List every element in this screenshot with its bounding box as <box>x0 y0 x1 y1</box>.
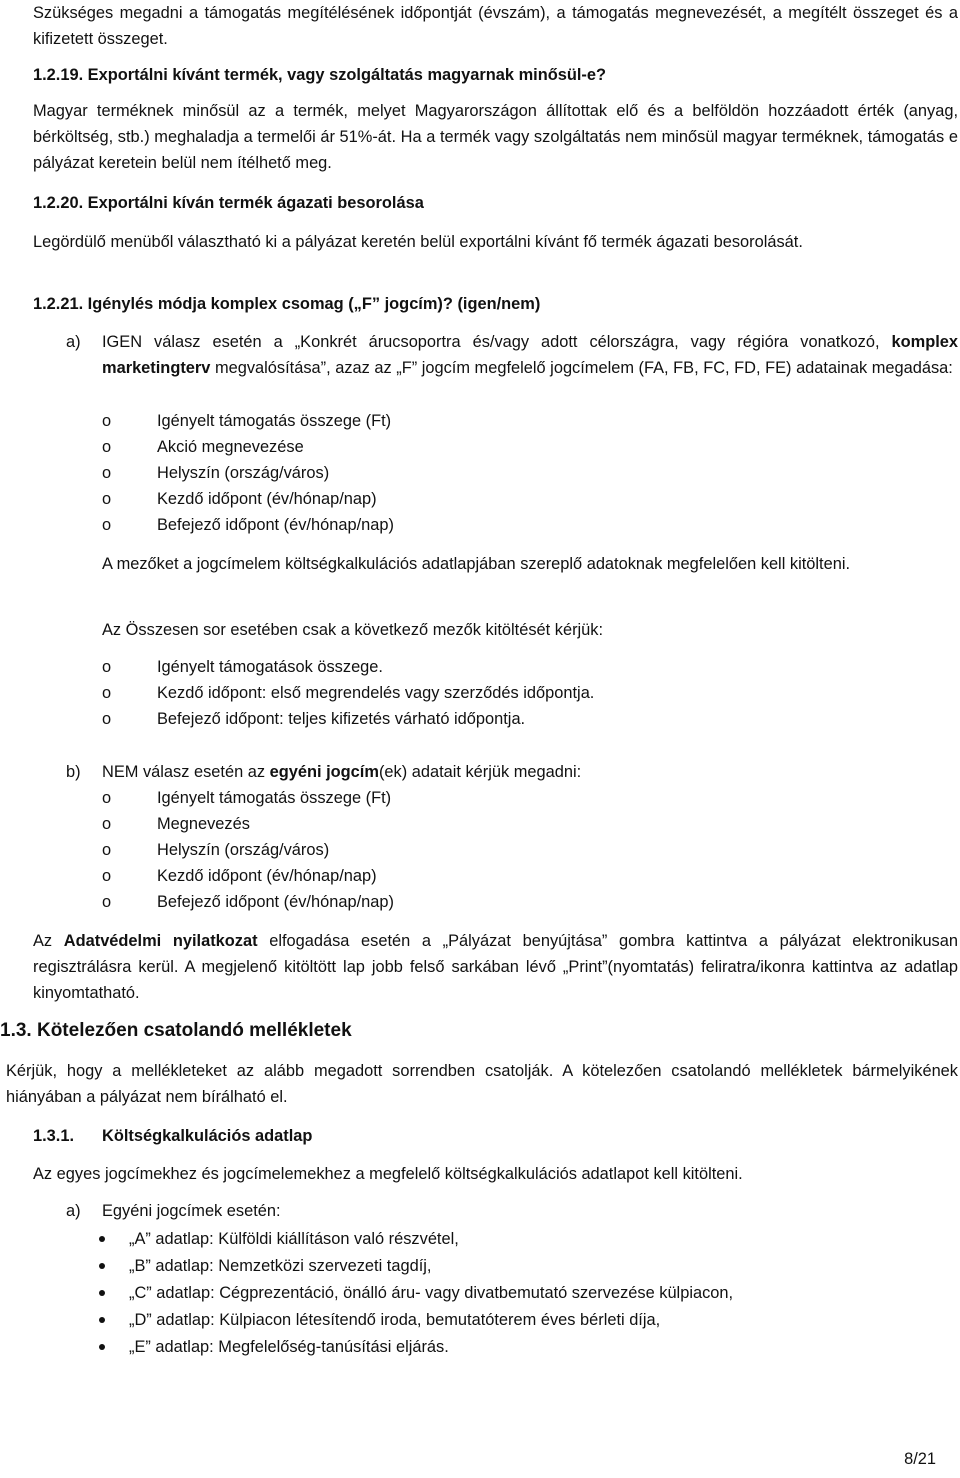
nem-field-item-text: Befejező időpont (év/hónap/nap) <box>157 893 394 911</box>
section-1-2-20-heading: 1.2.20. Exportálni kíván termék ágazati besorolása <box>33 194 424 212</box>
adatlap-bullet-text: „E” adatlap: Megfelelőség-tanúsítási eljárás. <box>129 1338 449 1356</box>
nem-text-3: (ek) adatait kérjük megadni: <box>378 763 582 781</box>
igen-field-item-text: Akció megnevezése <box>157 438 304 456</box>
nem-field-item-text: Helyszín (ország/város) <box>157 841 330 859</box>
list-marker-1-3-1-a: a) <box>66 1202 81 1220</box>
intro-paragraph: Szükséges megadni a támogatás megítélésének időpontját (évszám), a támogatás megnevezését, a megítélt összeget és a kifizetett összeget. <box>33 4 958 48</box>
bullet-dot-icon <box>99 1263 105 1269</box>
nem-text-1: NEM válasz esetén az <box>102 763 270 781</box>
summary-field-item-text: Kezdő időpont: első megrendelés vagy szerződés időpontja. <box>157 684 595 702</box>
igen-text-bold: komplex marketingterv <box>102 333 958 377</box>
privacy-text-3: elfogadása esetén a „Pályázat benyújtása” gombra kattintva a pályázat elektronikusan regisztrálásra kerül. A megjelenő kitöltött lap jobb felső sarkában lévő „Print”(nyomtatás) feliratra/ikonra kattintva az adatlap kinyomtatható. <box>33 932 958 1002</box>
list-bullet-o: o <box>102 893 112 911</box>
bullet-dot-icon <box>99 1290 105 1296</box>
list-bullet-o: o <box>102 490 112 508</box>
section-1-3-1-body: Az egyes jogcímekhez és jogcímelemekhez a megfelelő költségkalkulációs adatlapot kell kitölteni. <box>33 1165 743 1183</box>
igen-field-item-text: Helyszín (ország/város) <box>157 464 330 482</box>
adatlap-bullet-text: „D” adatlap: Külpiacon létesítendő iroda, bemutatóterem éves bérleti díja, <box>129 1311 661 1329</box>
list-bullet-o: o <box>102 710 112 728</box>
nem-field-item-text: Igényelt támogatás összege (Ft) <box>157 789 392 807</box>
igen-field-item-text: Befejező időpont (év/hónap/nap) <box>157 516 394 534</box>
list-bullet-o: o <box>102 684 112 702</box>
bullet-dot-icon <box>99 1317 105 1323</box>
privacy-text-bold: Adatvédelmi nyilatkozat <box>63 932 258 950</box>
list-bullet-o: o <box>102 789 112 807</box>
list-bullet-o: o <box>102 815 112 833</box>
adatlap-bullet-text: „B” adatlap: Nemzetközi szervezeti tagdíj, <box>129 1257 432 1275</box>
section-1-3-1-number: 1.3.1. <box>33 1127 75 1145</box>
nem-text-bold: egyéni jogcím <box>269 763 379 781</box>
list-bullet-o: o <box>102 412 112 430</box>
igen-text-1: IGEN válasz esetén a „Konkrét árucsoportra és/vagy adott célországra, vagy régióra vonatkozó, <box>102 333 892 351</box>
privacy-paragraph <box>33 928 958 1006</box>
list-marker-b: b) <box>66 763 81 781</box>
adatlap-bullet-text: „A” adatlap: Külföldi kiállításon való részvétel, <box>129 1230 459 1248</box>
igen-field-item-text: Igényelt támogatás összege (Ft) <box>157 412 392 430</box>
igen-text-3: megvalósítása”, azaz az „F” jogcím megfelelő jogcímelem (FA, FB, FC, FD, FE) adatainak megadása: <box>210 359 953 377</box>
igen-field-item-text: Kezdő időpont (év/hónap/nap) <box>157 490 377 508</box>
list-bullet-o: o <box>102 438 112 456</box>
section-1-3-1-title: Költségkalkulációs adatlap <box>102 1127 313 1145</box>
summary-intro: Az Összesen sor esetében csak a következő mezők kitöltését kérjük: <box>102 621 604 639</box>
section-1-3-1-a-text: Egyéni jogcímek esetén: <box>102 1202 281 1220</box>
list-bullet-o: o <box>102 516 112 534</box>
summary-field-item-text: Igényelt támogatások összege. <box>157 658 383 676</box>
nem-paragraph <box>102 759 958 785</box>
section-1-2-21-heading: 1.2.21. Igénylés módja komplex csomag („F” jogcím)? (igen/nem) <box>33 295 541 313</box>
section-1-2-19-heading: 1.2.19. Exportálni kívánt termék, vagy szolgáltatás magyarnak minősül-e? <box>33 66 606 84</box>
bullet-dot-icon <box>99 1344 105 1350</box>
adatlap-bullet-text: „C” adatlap: Cégprezentáció, önálló áru- vagy divatbemutató szervezése külpiacon, <box>129 1284 734 1302</box>
section-1-3-body: Kérjük, hogy a mellékleteket az alább megadott sorrendben csatolják. A kötelezően csatolandó mellékletek bármelyikének hiányában a pályázat nem bírálható el. <box>6 1062 958 1106</box>
nem-field-item-text: Megnevezés <box>157 815 250 833</box>
section-1-2-19-body: Magyar terméknek minősül az a termék, melyet Magyarországon állítottak elő és a belföldön hozzáadott érték (anyag, bérköltség, stb.) meghaladja a termelői ár 51%-át. Ha a termék vagy szolgáltatás nem minősül magyar terméknek, támogatás e pályázat keretein belül nem ítélhető meg. <box>33 102 958 172</box>
section-1-3-heading: 1.3. Kötelezően csatolandó mellékletek <box>0 1020 352 1041</box>
section-1-2-20-body: Legördülő menüből választható ki a pályázat keretén belül exportálni kívánt fő termék ágazati besorolását. <box>33 233 803 251</box>
list-bullet-o: o <box>102 867 112 885</box>
page-number: 8/21 <box>904 1450 936 1468</box>
list-marker-a: a) <box>66 333 81 351</box>
summary-field-item-text: Befejező időpont: teljes kifizetés várható időpontja. <box>157 710 526 728</box>
privacy-text-1: Az <box>33 932 64 950</box>
list-bullet-o: o <box>102 841 112 859</box>
list-bullet-o: o <box>102 464 112 482</box>
list-bullet-o: o <box>102 658 112 676</box>
nem-field-item-text: Kezdő időpont (év/hónap/nap) <box>157 867 377 885</box>
igen-paragraph <box>102 329 958 381</box>
bullet-dot-icon <box>99 1236 105 1242</box>
igen-after-paragraph: A mezőket a jogcímelem költségkalkulációs adatlapjában szereplő adatoknak megfelelően kell kitölteni. <box>102 555 851 573</box>
